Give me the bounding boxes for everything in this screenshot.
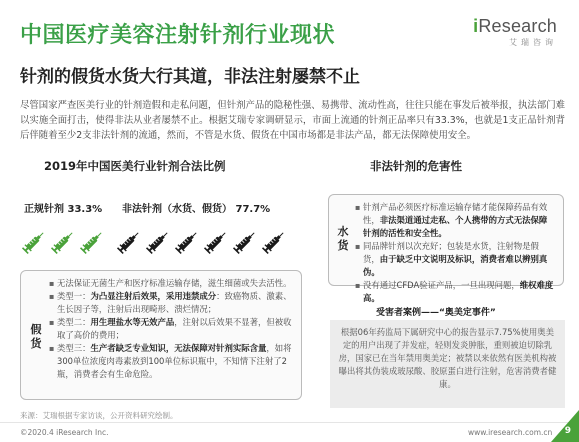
footer-divider: [0, 422, 579, 423]
harm-title: 非法针剂的危害性: [370, 159, 462, 173]
illegal-syringe-icon: [202, 228, 230, 256]
case-description: 根据06年药监局下属研究中心的报告显示7.75%使用奥美定的用户出现了并发症，轻则发炎肿胀，重则被迫切除乳房，国家已在当年禁用奥美定；被禁以来依然有医美机构被曝出将其伪装成玻尿酸、胶原蛋白进行注射，危害消费者健康。: [330, 320, 565, 408]
page-subtitle: 针剂的假货水货大行其道，非法注射屡禁不止: [20, 67, 360, 87]
illegal-syringe-icon: [115, 228, 143, 256]
parallel-import-list: [355, 201, 555, 305]
syringe-pictogram: [20, 228, 310, 258]
case-title: 受害者案例——“奥美定事件”: [376, 308, 496, 318]
fake-goods-item: ▪ 类型一：为凸显注射后效果，采用违禁成分：致癌物质、激素、生长因子等，注射后出现畸形、溃烂情况；: [49, 290, 293, 316]
fake-goods-item: ▪ 类型三：生产者缺乏专业知识，无法保障对针剂实际含量，如将300单位浓度肉毒素放到100单位标识瓶中，不知情下注射了2瓶，消费者会有生命危险。: [49, 342, 293, 381]
illegal-syringe-icon: [260, 228, 288, 256]
parallel-import-box: [328, 194, 564, 303]
fake-goods-tag: 假 货: [30, 323, 42, 350]
logo-subtext: 艾瑞咨询: [509, 38, 557, 47]
chart-title: 2019年中国医美行业针剂合法比例: [44, 159, 226, 173]
logo-wordmark: iResearch: [473, 16, 557, 36]
fake-goods-box: [20, 270, 302, 400]
parallel-import-item: ▪ 没有通过CFDA验证产品，一旦出现问题，维权难度高。: [355, 279, 555, 305]
illegal-syringe-icon: [231, 228, 259, 256]
illegal-syringe-icon: [173, 228, 201, 256]
illegal-syringe-icon: [144, 228, 172, 256]
intro-paragraph: 尽管国家严查医美行业的针剂造假和走私问题，但针剂产品的隐秘性强、易携带、流动性高，往往只能在事发后被举报，执法部门难以实施全面打击，使得非法从业者屡禁不止。根据艾瑞专家调研显示，市面上流通的针剂正品率只有33.3%，也就是1支正品针剂背后伴随着至少2支非法针剂的流通，然而，不管是水货、假货在中国市场都是非法产品，都无法保障使用安全。: [20, 100, 565, 141]
illegal-injection-label: 非法针剂（水货、假货） 77.7%: [122, 204, 271, 215]
fake-goods-item: ▪ 无法保证无菌生产和医疗标准运输存储，滋生细菌或失去活性。: [49, 277, 293, 290]
website-url: www.iresearch.com.cn: [468, 428, 553, 437]
page-number: 9: [564, 426, 571, 436]
page-title: 中国医疗美容注射针剂行业现状: [20, 23, 336, 48]
legal-syringe-icon: [49, 228, 77, 256]
parallel-import-item: ▪ 同品牌针剂以次充好；包装是水货，注射物是假货，由于缺乏中文说明及标识，消费者难以辨别真伪。: [355, 240, 555, 279]
source-note: 来源：艾瑞根据专家访谈，公开资料研究绘制。: [20, 411, 178, 420]
fake-goods-item: ▪ 类型二：用生理盐水等无效产品，注射以后效果不显著，但被收取了高价的费用；: [49, 316, 293, 342]
legal-injection-label: 正规针剂 33.3%: [24, 204, 103, 215]
copyright-text: ©2020.4 iResearch Inc.: [20, 428, 109, 437]
iresearch-logo: [457, 16, 557, 48]
fake-goods-list: [49, 277, 293, 381]
legal-syringe-icon: [78, 228, 106, 256]
legal-syringe-icon: [20, 228, 48, 256]
parallel-import-item: ▪ 针剂产品必须医疗标准运输存储才能保障药品有效性，非法渠道通过走私、个人携带的方式无法保障针剂的活性和安全性。: [355, 201, 555, 240]
parallel-import-tag: 水 货: [337, 225, 349, 252]
